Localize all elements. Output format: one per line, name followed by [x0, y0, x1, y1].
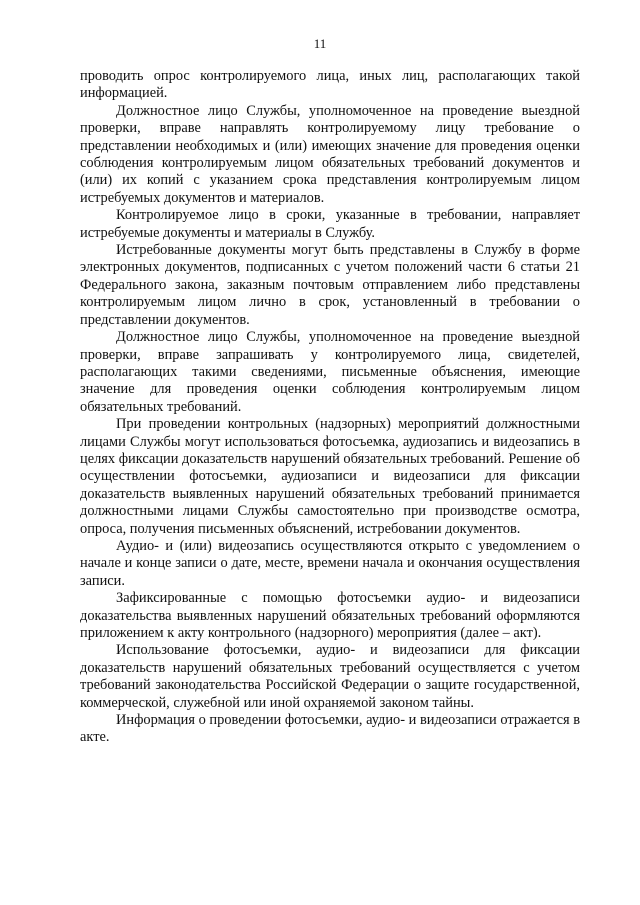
paragraph-act-reflection: Информация о проведении фотосъемки, аудио- и видеозаписи отражается в акте. [80, 712, 580, 746]
paragraph-written-explanations: Должностное лицо Службы, уполномоченное на проведение выездной проверки, вправе запрашивать у контролируемого лица, свидетелей, располагающих такими сведениями, письменные объяснения, имеющие значение для проведения оценки соблюдения контролируемым лицом обязательных требований. [80, 329, 580, 415]
paragraph-evidence-attachment: Зафиксированные с помощью фотосъемки аудио- и видеозаписи доказательства выявленных нарушений обязательных требований оформляются приложением к акту контрольного (надзорного) мероприятия (далее – акт). [80, 590, 580, 641]
paragraph-submission-forms: Истребованные документы могут быть представлены в Службу в форме электронных документов, подписанных с учетом положений части 6 статьи 21 Федерального закона, заказным почтовым отправлением либо представлены контролируемым лицом лично в срок, установленный в требовании о представлении документов. [80, 242, 580, 328]
document-body [80, 68, 580, 747]
paragraph-photo-audio-video-use: При проведении контрольных (надзорных) мероприятий должностными лицами Службы могут использоваться фотосъемка, аудиозапись и видеозапись в целях фиксации доказательств нарушений обязательных требований. Решение об осуществлении фотосъемки, аудиозаписи и видеозаписи для фиксации доказательств выявленных нарушений обязательных требований принимается должностными лицами Службы самостоятельно при производстве осмотра, опроса, получения письменных объяснений, истребовании документов. [80, 416, 580, 537]
paragraph-secrecy-protection: Использование фотосъемки, аудио- и видеозаписи для фиксации доказательств нарушений обязательных требований осуществляется с учетом требований законодательства Российской Федерации о защите государственной, коммерческой, служебной или иной охраняемой законом тайны. [80, 642, 580, 711]
paragraph-open-recording: Аудио- и (или) видеозапись осуществляются открыто с уведомлением о начале и конце записи о дате, месте, времени начала и окончания осуществления записи. [80, 537, 580, 589]
paragraph-submission-deadline: Контролируемое лицо в сроки, указанные в требовании, направляет истребуемые документы и материалы в Службу. [80, 207, 580, 241]
paragraph-interview-continuation: проводить опрос контролируемого лица, иных лиц, располагающих такой информацией. [80, 68, 580, 102]
page-number: 11 [313, 36, 327, 51]
paragraph-document-request: Должностное лицо Службы, уполномоченное на проведение выездной проверки, вправе направлять контролируемому лицу требование о представлении необходимых и (или) имеющих значение для проведения оценки соблюдения контролируемым лицом обязательных требований документов и (или) их копий с указанием срока представления контролируемым лицом истребуемых документов и материалов. [80, 102, 580, 206]
